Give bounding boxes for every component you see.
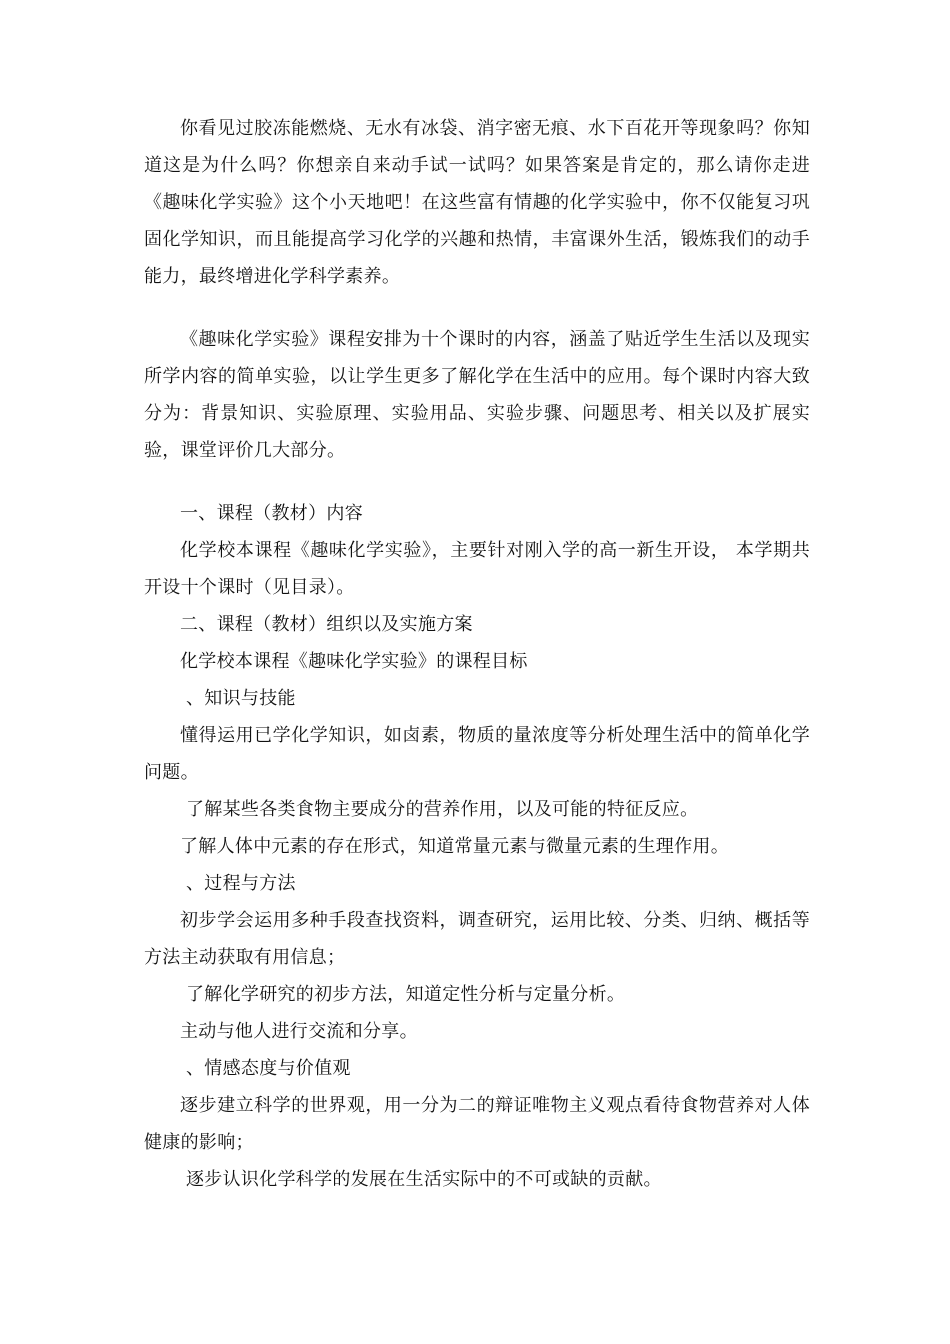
knowledge-item-1: 懂得运用已学化学知识，如卤素，物质的量浓度等分析处理生活中的简单化学问题。 [144,725,810,783]
subheading-attitude-values: 、情感态度与价值观 [186,1058,351,1079]
intro-paragraph: 你看见过胶冻能燃烧、无水有冰袋、消字密无痕、水下百花开等现象吗？你知道这是为什么吗？你想亲自来动手试一试吗？如果答案是肯定的，那么请你走进《趣味化学实验》这个小天地吧！在这些富有情趣的化学实验中，你不仅能复习巩固化学知识，而且能提高学习化学的兴趣和热情，丰富课外生活，锻炼我们的动手能力，最终增进化学科学素养。 [144,118,810,287]
course-overview-paragraph: 《趣味化学实验》课程安排为十个课时的内容，涵盖了贴近学生生活以及现实所学内容的简单实验，以让学生更多了解化学在生活中的应用。每个课时内容大致分为：背景知识、实验原理、实验用品、实验步骤、问题思考、相关以及扩展实验，课堂评价几大部分。 [144,329,810,461]
process-item-3: 主动与他人进行交流和分享。 [180,1021,418,1042]
document-page [144,110,810,1198]
section-heading-content: 一、课程（教材）内容 [180,503,363,524]
knowledge-item-3: 了解人体中元素的存在形式，知道常量元素与微量元素的生理作用。 [180,836,729,857]
attitude-item-2: 逐步认识化学科学的发展在生活实际中的不可或缺的贡献。 [186,1169,662,1190]
knowledge-item-2: 了解某些各类食物主要成分的营养作用，以及可能的特征反应。 [186,799,699,820]
course-content-paragraph: 化学校本课程《趣味化学实验》，主要针对刚入学的高一新生开设， 本学期共开设十个课时（见目录）。 [144,540,810,598]
section-heading-organization: 二、课程（教材）组织以及实施方案 [180,614,473,635]
process-item-2: 了解化学研究的初步方法，知道定性分析与定量分析。 [186,984,626,1005]
subheading-knowledge-skills: 、知识与技能 [186,688,296,709]
attitude-item-1: 逐步建立科学的世界观，用一分为二的辩证唯物主义观点看待食物营养对人体健康的影响； [144,1095,810,1153]
process-item-1: 初步学会运用多种手段查找资料，调查研究，运用比较、分类、归纳、概括等方法主动获取有用信息； [144,910,810,968]
subheading-process-method: 、过程与方法 [186,873,296,894]
course-goals-heading: 化学校本课程《趣味化学实验》的课程目标 [180,651,528,672]
